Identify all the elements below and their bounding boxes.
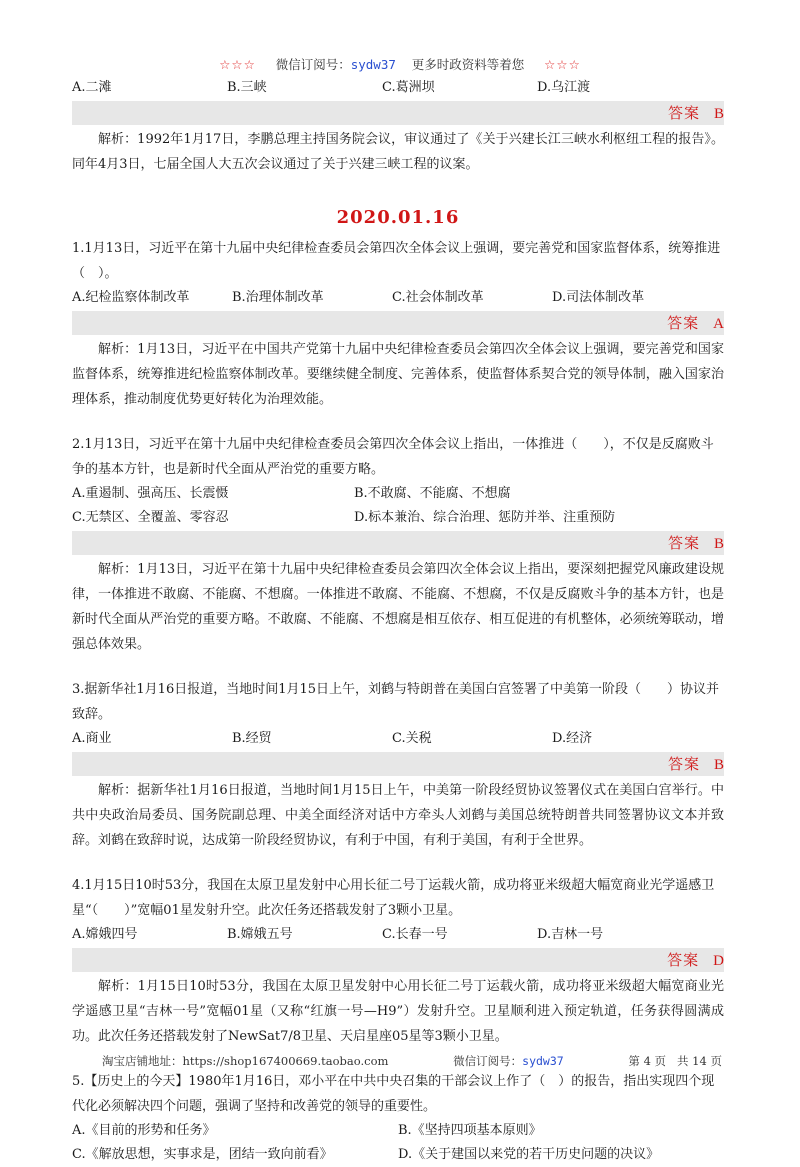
answer-label: 答案 bbox=[667, 534, 700, 552]
wechat-label: 微信订阅号： bbox=[453, 1054, 523, 1068]
option-c: C.葛洲坝 bbox=[382, 80, 435, 95]
answer-value: D bbox=[713, 953, 724, 969]
header-slogan: 更多时政资料等着您 bbox=[411, 57, 525, 72]
page-number bbox=[628, 1053, 722, 1069]
option-row bbox=[72, 923, 724, 947]
option-row bbox=[72, 482, 724, 506]
option-d: D.吉林一号 bbox=[537, 927, 604, 942]
option-a: A.商业 bbox=[72, 731, 112, 746]
answer-bar bbox=[72, 311, 724, 335]
option-c: C.社会体制改革 bbox=[392, 290, 484, 305]
wechat-account: sydw37 bbox=[522, 1054, 564, 1068]
answer-value: A bbox=[713, 316, 724, 332]
option-row bbox=[72, 727, 724, 751]
option-c: C.关税 bbox=[392, 731, 432, 746]
analysis-text: 解析：1992年1月17日，李鹏总理主持国务院会议，审议通过了《关于兴建长江三峡水利枢纽工程的报告》。同年4月3日，七届全国人大五次会议通过了关于兴建三峡工程的议案。 bbox=[72, 132, 724, 172]
shop-url[interactable]: https://shop167400669.taobao.com bbox=[182, 1054, 389, 1068]
page-content bbox=[72, 76, 724, 1167]
option-a: A.纪检监察体制改革 bbox=[72, 290, 190, 305]
option-row bbox=[72, 1119, 724, 1143]
page-current: 第 4 页 bbox=[628, 1054, 667, 1068]
option-row bbox=[72, 76, 724, 100]
option-c: C.《解放思想，实事求是，团结一致向前看》 bbox=[72, 1147, 333, 1162]
header-account: sydw37 bbox=[350, 57, 396, 72]
date-heading: 2020.01.16 bbox=[336, 207, 460, 228]
answer-value: B bbox=[713, 757, 724, 773]
shop-address bbox=[102, 1053, 388, 1069]
option-b: B.不敢腐、不能腐、不想腐 bbox=[354, 486, 511, 501]
option-a: A.嫦娥四号 bbox=[72, 927, 138, 942]
option-c: C.无禁区、全覆盖、零容忍 bbox=[72, 510, 229, 525]
answer-label: 答案 bbox=[667, 314, 700, 332]
option-row bbox=[72, 286, 724, 310]
option-a: A.二滩 bbox=[72, 80, 112, 95]
answer-value: B bbox=[713, 536, 724, 552]
footer-wechat bbox=[453, 1053, 564, 1069]
option-c: C.长春一号 bbox=[382, 927, 448, 942]
option-b: B.经贸 bbox=[232, 731, 272, 746]
answer-label: 答案 bbox=[667, 951, 700, 969]
answer-bar bbox=[72, 101, 724, 125]
option-b: B.嫦娥五号 bbox=[227, 927, 293, 942]
answer-label: 答案 bbox=[667, 755, 700, 773]
option-d: D.司法体制改革 bbox=[552, 290, 645, 305]
answer-value: B bbox=[713, 106, 724, 122]
option-d: D.《关于建国以来党的若干历史问题的决议》 bbox=[398, 1147, 660, 1162]
option-a: A.重遏制、强高压、长震慑 bbox=[72, 486, 229, 501]
analysis-text: 解析：1月13日，习近平在第十九届中央纪律检查委员会第四次全体会议上指出，要深刻把握党风廉政建设规律，一体推进不敢腐、不能腐、不想腐。一体推进不敢腐、不能腐、不想腐，不仅是反腐败斗争的基本方针，也是新时代全面从严治党的重要方略。不敢腐、不能腐、不想腐是相互依存、相互促进的有机整体，必须统筹联动，增强总体效果。 bbox=[72, 562, 724, 652]
option-b: B.治理体制改革 bbox=[232, 290, 324, 305]
answer-bar bbox=[72, 531, 724, 555]
option-row bbox=[72, 1143, 724, 1167]
page-header bbox=[0, 55, 800, 73]
question-text: 5.【历史上的今天】1980年1月16日，邓小平在中共中央召集的干部会议上作了（ ）的报告，指出实现四个现代化必须解决四个问题，强调了坚持和改善党的领导的重要性。 bbox=[72, 1074, 715, 1114]
answer-bar bbox=[72, 948, 724, 972]
option-d: D.乌江渡 bbox=[537, 80, 591, 95]
question-text: 2.1月13日，习近平在第十九届中央纪律检查委员会第四次全体会议上指出，一体推进（ ），不仅是反腐败斗争的基本方针，也是新时代全面从严治党的重要方略。 bbox=[72, 437, 714, 477]
option-a: A.《目前的形势和任务》 bbox=[72, 1123, 216, 1138]
answer-label: 答案 bbox=[667, 104, 700, 122]
star-icon: ☆☆☆ bbox=[219, 57, 256, 72]
option-d: D.标本兼治、综合治理、惩防并举、注重预防 bbox=[354, 510, 616, 525]
analysis-text: 解析：据新华社1月16日报道，当地时间1月15日上午，中美第一阶段经贸协议签署仪式在美国白宫举行。中共中央政治局委员、国务院副总理、中美全面经济对话中方牵头人刘鹤与美国总统特朗普共同签署协议文本并致辞。刘鹤在致辞时说，达成第一阶段经贸协议，有利于中国，有利于美国，有利于全世界。 bbox=[72, 783, 724, 848]
question-text: 1.1月13日，习近平在第十九届中央纪律检查委员会第四次全体会议上强调，要完善党和国家监督体系，统筹推进（ ）。 bbox=[72, 241, 721, 281]
answer-bar bbox=[72, 752, 724, 776]
question-text: 3.据新华社1月16日报道，当地时间1月15日上午，刘鹤与特朗普在美国白宫签署了中美第一阶段（ ）协议并致辞。 bbox=[72, 682, 720, 722]
option-row bbox=[72, 506, 724, 530]
option-b: B.《坚持四项基本原则》 bbox=[398, 1123, 542, 1138]
question-text: 4.1月15日10时53分，我国在太原卫星发射中心用长征二号丁运载火箭，成功将亚米级超大幅宽商业光学遥感卫星“（ ）”宽幅01星发射升空。此次任务还搭载发射了3颗小卫星。 bbox=[72, 878, 715, 918]
option-b: B.三峡 bbox=[227, 80, 267, 95]
analysis-text: 解析：1月13日，习近平在中国共产党第十九届中央纪律检查委员会第四次全体会议上强调，要完善党和国家监督体系，统筹推进纪检监察体制改革。要继续健全制度、完善体系，使监督体系契合党的领导体制，融入国家治理体系，推动制度优势更好转化为治理效能。 bbox=[72, 342, 724, 407]
header-label: 微信订阅号： bbox=[275, 57, 351, 72]
star-icon: ☆☆☆ bbox=[544, 57, 581, 72]
page-footer bbox=[102, 1053, 722, 1069]
analysis-text: 解析：1月15日10时53分，我国在太原卫星发射中心用长征二号丁运载火箭，成功将亚米级超大幅宽商业光学遥感卫星“吉林一号”宽幅01星（又称“红旗一号—H9”）发射升空。卫星顺利进入预定轨道，任务获得圆满成功。此次任务还搭载发射了NewSat7/8卫星、天启星座05星等3颗小卫星。 bbox=[72, 979, 724, 1044]
option-d: D.经济 bbox=[552, 731, 593, 746]
shop-label: 淘宝店铺地址： bbox=[102, 1054, 183, 1068]
page-total: 共 14 页 bbox=[677, 1054, 722, 1068]
